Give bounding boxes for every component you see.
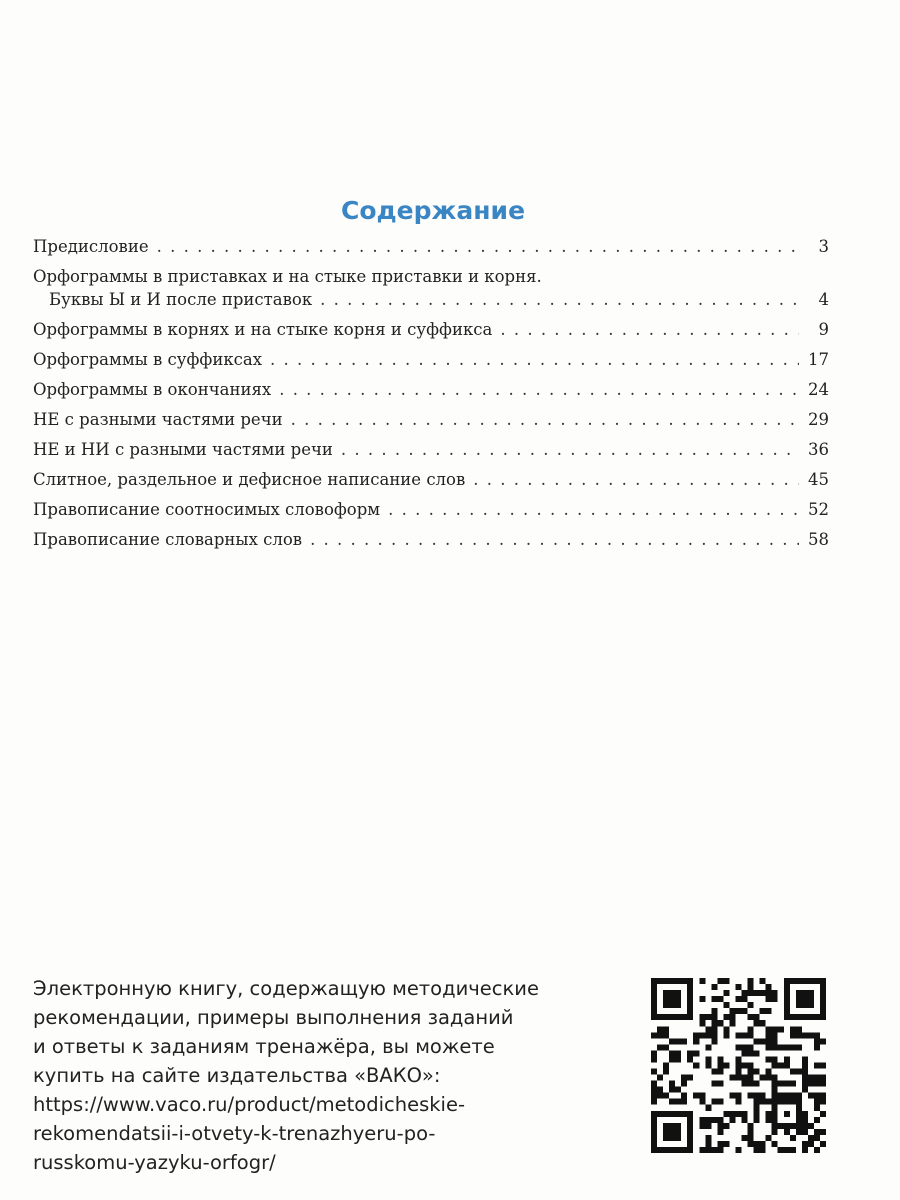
toc-page-number: 29 xyxy=(808,410,829,429)
toc-page-number: 9 xyxy=(818,320,829,339)
toc-page-number: 45 xyxy=(808,470,829,489)
dot-leader xyxy=(279,379,799,400)
ebook-info xyxy=(33,974,633,1177)
table-of-contents xyxy=(33,236,829,559)
toc-entry[interactable] xyxy=(33,266,829,310)
toc-page-number: 52 xyxy=(808,500,829,519)
toc-entry-label: Орфограммы в корнях и на стыке корня и суффикса xyxy=(33,320,493,339)
info-line: https://www.vaco.ru/product/metodicheskie- xyxy=(33,1093,466,1116)
toc-page-number: 24 xyxy=(808,380,829,399)
toc-entry[interactable] xyxy=(33,379,829,400)
toc-page-number: 36 xyxy=(808,440,829,459)
toc-page-number: 4 xyxy=(818,290,829,309)
info-line: купить на сайте издательства «ВАКО»: xyxy=(33,1064,441,1087)
page-title: Содержание xyxy=(340,196,526,225)
info-line: рекомендации, примеры выполнения заданий xyxy=(33,1006,514,1029)
toc-entry-label: Слитное, раздельное и дефисное написание слов xyxy=(33,470,466,489)
toc-entry[interactable] xyxy=(33,319,829,340)
info-line: Электронную книгу, содержащую методические xyxy=(33,977,539,1000)
dot-leader xyxy=(270,349,799,370)
toc-entry-label: Предисловие xyxy=(33,237,149,256)
qr-code-icon[interactable] xyxy=(651,978,826,1153)
toc-entry[interactable] xyxy=(33,529,829,550)
dot-leader xyxy=(388,499,799,520)
dot-leader xyxy=(157,236,799,257)
toc-entry[interactable] xyxy=(33,499,829,520)
toc-entry-label: Орфограммы в приставках и на стыке приставки и корня. xyxy=(33,267,542,286)
dot-leader xyxy=(291,409,799,430)
info-line: и ответы к заданиям тренажёра, вы можете xyxy=(33,1035,495,1058)
toc-entry[interactable] xyxy=(33,409,829,430)
toc-entry[interactable] xyxy=(33,349,829,370)
toc-entry-label: Правописание соотносимых словоформ xyxy=(33,500,381,519)
toc-page-number: 17 xyxy=(808,350,829,369)
toc-page-number: 58 xyxy=(808,530,829,549)
dot-leader xyxy=(473,469,799,490)
dot-leader xyxy=(500,319,799,340)
toc-entry-label: НЕ и НИ с разными частями речи xyxy=(33,440,333,459)
info-line: rekomendatsii-i-otvety-k-trenazhyeru-po- xyxy=(33,1122,436,1145)
toc-entry-label: Буквы Ы и И после приставок xyxy=(49,290,313,309)
toc-entry[interactable] xyxy=(33,439,829,460)
toc-entry-label: НЕ с разными частями речи xyxy=(33,410,283,429)
info-line: russkomu-yazyku-orfogr/ xyxy=(33,1151,276,1174)
toc-entry[interactable] xyxy=(33,469,829,490)
dot-leader xyxy=(320,289,799,310)
toc-entry-label: Правописание словарных слов xyxy=(33,530,303,549)
toc-entry[interactable] xyxy=(33,236,829,257)
toc-page-number: 3 xyxy=(818,237,829,256)
dot-leader xyxy=(341,439,799,460)
toc-entry-label: Орфограммы в окончаниях xyxy=(33,380,272,399)
dot-leader xyxy=(310,529,799,550)
toc-entry-label: Орфограммы в суффиксах xyxy=(33,350,263,369)
